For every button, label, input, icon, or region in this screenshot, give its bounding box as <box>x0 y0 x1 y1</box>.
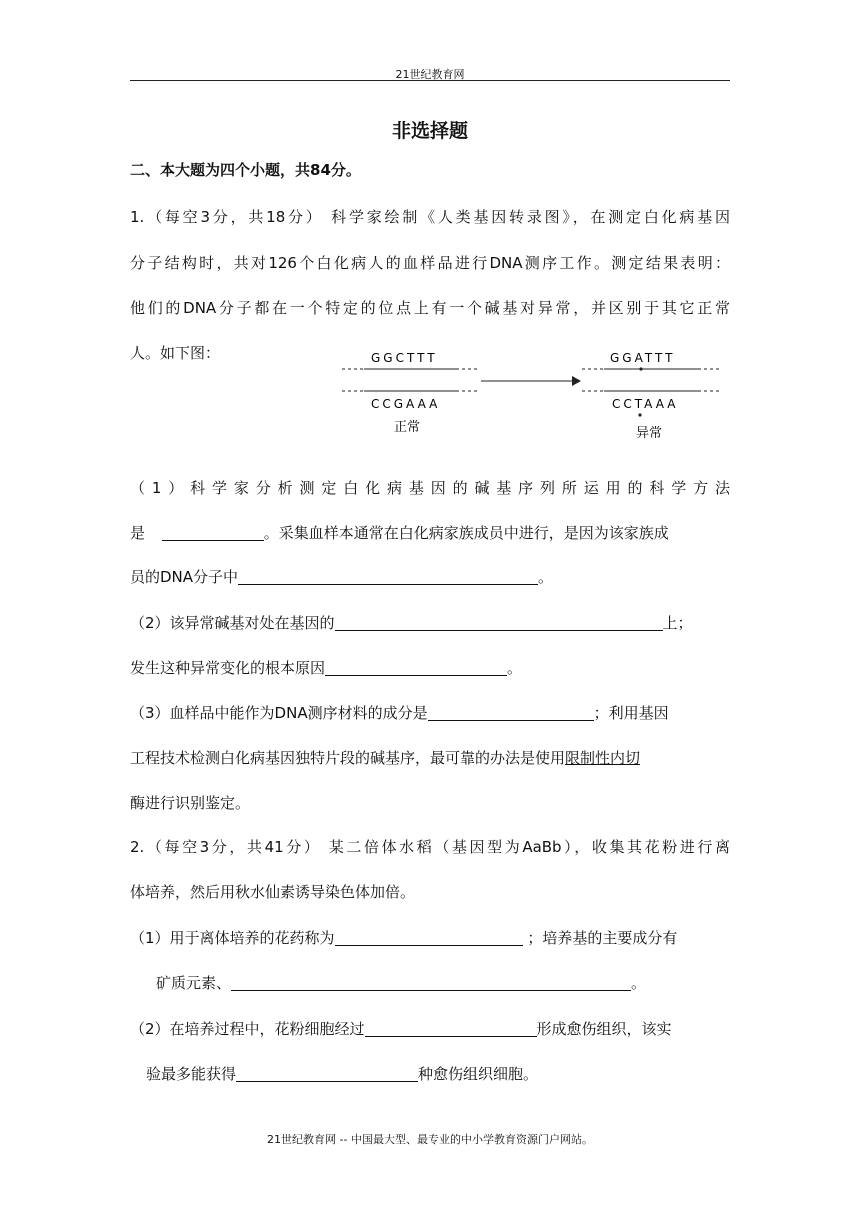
answer-blank-2[interactable] <box>238 568 538 585</box>
q1-part2-line-2: 发生这种异常变化的根本原因 。 <box>130 659 523 677</box>
q1-line-2: 分子结构时，共对126个白化病人的血样品进行DNA测序工作。测定结果表明： <box>130 254 730 272</box>
q2-line-2: 体培养，然后用秋水仙素诱导染色体加倍。 <box>130 883 416 901</box>
page-title: 非选择题 <box>391 120 468 142</box>
section-heading: 二、本大题为四个小题，共84分。 <box>130 161 361 179</box>
q1-line-4: 人。如下图： <box>130 344 221 362</box>
normal-label: 正常 <box>394 420 421 435</box>
q1-part1-line-3: 员的DNA分子中 。 <box>130 568 554 586</box>
q2-part1-line-2: 矿质元素、 。 <box>156 974 647 992</box>
answer-blank-3[interactable] <box>335 614 663 631</box>
q1-part3-line-3: 酶进行识别鉴定。 <box>130 794 251 812</box>
page-header: 21世纪教育网 <box>395 68 465 81</box>
q1-part3-line-2: 工程技术检测白化病基因独特片段的碱基序，最可靠的办法是使用限制性内切 <box>130 749 641 767</box>
q1-part1-line-1: （1）科学家分析测定白化病基因的碱基序列所运用的科学方法 <box>130 479 730 497</box>
header-divider <box>130 80 730 81</box>
answer-blank-1[interactable] <box>162 524 264 541</box>
q2-part2-line-1: （2）在培养过程中，花粉细胞经过 形成愈伤组织，该实 <box>130 1020 672 1038</box>
answer-blank-7[interactable] <box>231 974 631 991</box>
answer-blank-4[interactable] <box>325 659 507 676</box>
normal-bottom-sequence: CCGAAA <box>371 397 441 411</box>
dna-diagram <box>336 345 730 445</box>
q2-line-1: 2.（每空3分，共41分） 某二倍体水稻（基因型为AaBb），收集其花粉进行离 <box>130 838 730 856</box>
q2-part2-line-2: 验最多能获得 种愈伤组织细胞。 <box>146 1065 539 1083</box>
answer-blank-8[interactable] <box>365 1020 537 1037</box>
q1-line-1: 1.（每空3分，共18分） 科学家绘制《人类基因转录图》，在测定白化病基因 <box>130 208 730 226</box>
q2-part1-line-1: （1）用于离体培养的花药称为 ；培养基的主要成分有 <box>130 929 678 947</box>
q1-part3-line-1: （3）血样品中能作为DNA测序材料的成分是 ；利用基因 <box>130 704 669 722</box>
answer-blank-6[interactable] <box>335 929 523 946</box>
abnormal-top-sequence: GGATTT <box>610 351 676 365</box>
underlined-term: 限制性内切 <box>565 749 641 767</box>
answer-blank-5[interactable] <box>428 704 594 721</box>
abnormal-label: 异常 <box>636 426 663 441</box>
answer-blank-9[interactable] <box>236 1065 418 1082</box>
abnormal-bottom-sequence: CCTAAA <box>612 397 679 411</box>
normal-top-sequence: GGCTTT <box>371 351 438 365</box>
q1-line-3: 他们的DNA分子都在一个特定的位点上有一个碱基对异常，并区别于其它正常 <box>130 299 730 317</box>
q1-part2-line-1: （2）该异常碱基对处在基因的 上； <box>130 614 693 632</box>
q1-part1-line-2: 是 。采集血样本通常在白化病家族成员中进行，是因为该家族成 <box>130 524 669 542</box>
page-footer: 21世纪教育网 -- 中国最大型、最专业的中小学教育资源门户网站。 <box>267 1133 593 1146</box>
